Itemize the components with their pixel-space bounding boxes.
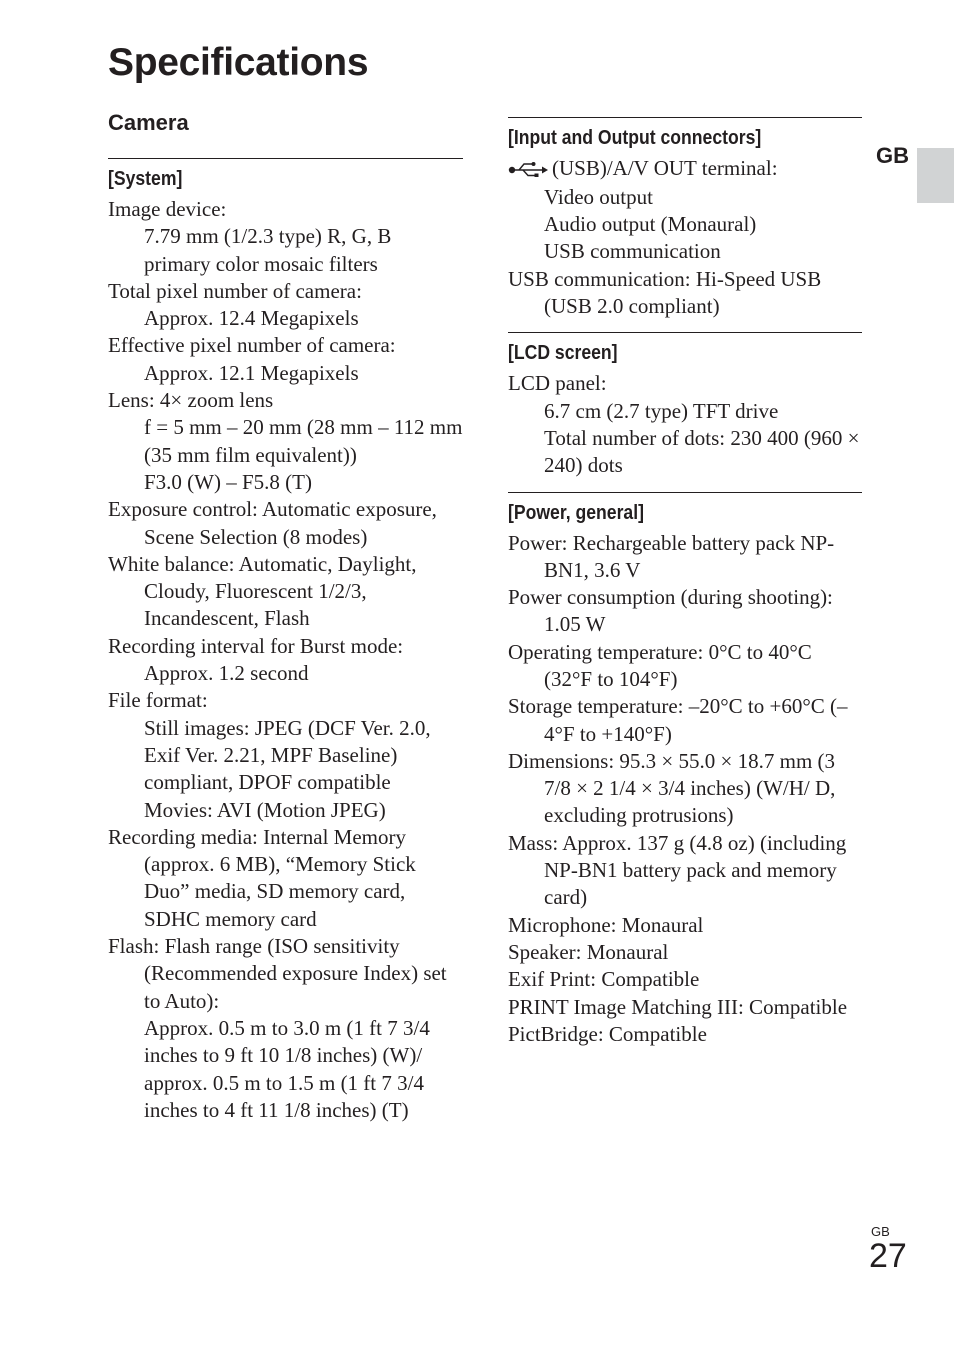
right-column <box>508 117 862 1060</box>
language-tab <box>917 148 954 203</box>
io-section <box>508 117 862 320</box>
power-spec-item: PRINT Image Matching III: Compatible <box>508 994 848 1019</box>
power-spec-item: Power consumption (during shooting): 1.05 W <box>508 585 833 637</box>
system-spec-item: Recording interval for Burst mode: <box>108 633 404 658</box>
power-list <box>508 530 862 1049</box>
io-heading: [Input and Output connectors] <box>508 127 762 149</box>
system-spec-item: White balance: Automatic, Daylight, Cloudy, Fluorescent 1/2/3, Incandescent, Flash <box>108 551 417 631</box>
usb-terminal-label: (USB)/A/V OUT terminal: <box>552 156 778 180</box>
system-spec-value: 7.79 mm (1/2.3 type) R, G, B primary color mosaic filters <box>144 224 392 276</box>
power-spec-item: Storage temperature: –20°C to +60°C (–4°F to +140°F) <box>508 694 848 746</box>
lcd-spec-item: LCD panel: <box>508 371 607 396</box>
section-subtitle: Camera <box>108 110 189 135</box>
usb-terminal-entry <box>508 155 862 184</box>
system-spec-value: F3.0 (W) – F5.8 (T) <box>144 469 312 494</box>
system-spec-value: Approx. 12.1 Megapixels <box>144 360 359 385</box>
system-spec-value: Approx. 1.2 second <box>144 661 309 686</box>
lcd-spec-value: 6.7 cm (2.7 type) TFT drive <box>544 398 779 423</box>
page-title: Specifications <box>108 41 369 84</box>
footer-language-label: GB <box>871 1224 890 1239</box>
power-spec-item: Dimensions: 95.3 × 55.0 × 18.7 mm (3 7/8 × 2 1/4 × 3/4 inches) (W/H/ D, excluding protrusions) <box>508 748 836 828</box>
language-tab-label: GB <box>876 143 909 168</box>
system-spec-item: File format: <box>108 688 208 713</box>
power-spec-item: Microphone: Monaural <box>508 912 704 937</box>
left-column <box>108 158 463 1136</box>
system-spec-item: Exposure control: Automatic exposure, Scene Selection (8 modes) <box>108 497 437 549</box>
system-spec-value: f = 5 mm – 20 mm (28 mm – 112 mm (35 mm film equivalent)) <box>144 415 463 467</box>
system-spec-item: Recording media: Internal Memory (approx. 6 MB), “Memory Stick Duo” media, SD memory card, SDHC memory card <box>108 824 416 931</box>
system-spec-item: Flash: Flash range (ISO sensitivity (Recommended exposure Index) set to Auto): <box>108 934 447 1013</box>
lcd-spec-value: Total number of dots: 230 400 (960 × 240) dots <box>544 425 860 478</box>
io-spec-value: Audio output (Monaural) <box>544 212 757 237</box>
lcd-section <box>508 332 862 479</box>
io-spec-item: USB communication: Hi-Speed USB (USB 2.0 compliant) <box>508 266 822 319</box>
lcd-list <box>508 370 862 479</box>
system-section <box>108 158 463 1124</box>
power-spec-item: Exif Print: Compatible <box>508 967 700 992</box>
system-heading: [System] <box>108 168 183 190</box>
system-list <box>108 196 463 1124</box>
lcd-heading: [LCD screen] <box>508 342 618 365</box>
io-list <box>508 184 862 320</box>
power-spec-item: Power: Rechargeable battery pack NP-BN1, 3.6 V <box>508 530 835 582</box>
power-spec-item: Speaker: Monaural <box>508 939 669 964</box>
usb-icon <box>508 157 548 184</box>
io-spec-value: USB communication <box>544 239 721 264</box>
system-spec-item: Total pixel number of camera: <box>108 278 362 303</box>
power-section <box>508 492 862 1049</box>
system-spec-value: Still images: JPEG (DCF Ver. 2.0, Exif Ver. 2.21, MPF Baseline) compliant, DPOF compatible <box>144 715 431 795</box>
io-spec-value: Video output <box>544 184 653 209</box>
power-heading: [Power, general] <box>508 501 644 524</box>
power-spec-item: Operating temperature: 0°C to 40°C (32°F to 104°F) <box>508 639 812 691</box>
system-spec-value: Movies: AVI (Motion JPEG) <box>144 797 386 822</box>
system-spec-item: Effective pixel number of camera: <box>108 333 396 358</box>
system-spec-value: Approx. 0.5 m to 3.0 m (1 ft 7 3/4 inches to 9 ft 10 1/8 inches) (W)/ approx. 0.5 m to 1.5 m (1 ft 7 3/4 inches to 4 ft 11 1/8 inches) (T) <box>144 1015 430 1122</box>
page-number: 27 <box>869 1237 907 1275</box>
system-spec-item: Image device: <box>108 197 227 221</box>
system-spec-value: Approx. 12.4 Megapixels <box>144 306 359 331</box>
power-spec-item: Mass: Approx. 137 g (4.8 oz) (including NP-BN1 battery pack and memory card) <box>508 830 847 910</box>
system-spec-item: Lens: 4× zoom lens <box>108 388 274 413</box>
power-spec-item: PictBridge: Compatible <box>508 1021 707 1046</box>
